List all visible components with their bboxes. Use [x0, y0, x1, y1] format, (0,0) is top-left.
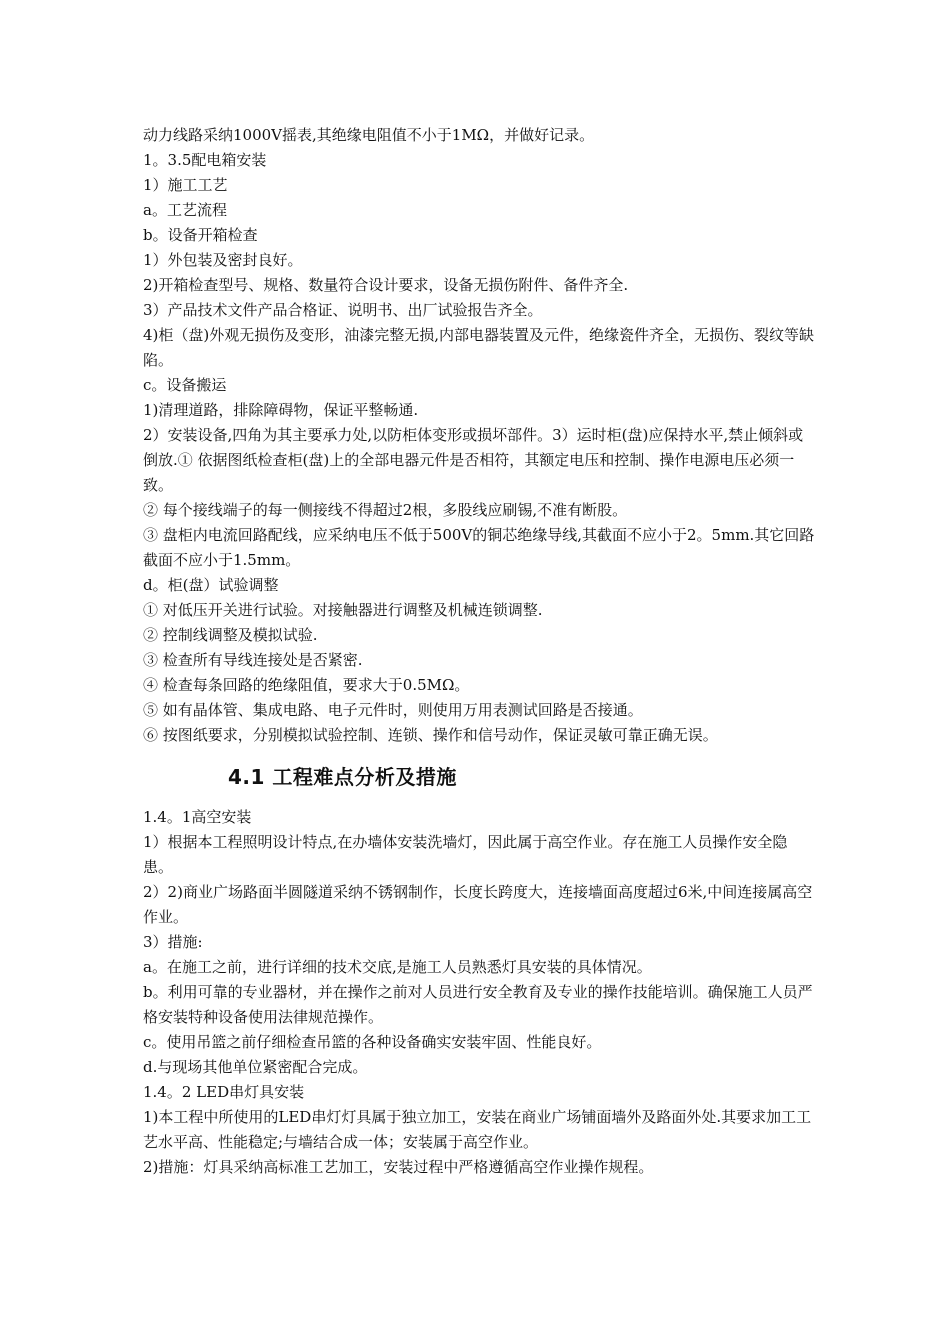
paragraph: a。在施工之前，进行详细的技术交底,是施工人员熟悉灯具安装的具体情况。 — [143, 958, 652, 976]
paragraph: 2)措施：灯具采纳高标准工艺加工，安装过程中严格遵循高空作业操作规程。 — [143, 1158, 654, 1176]
paragraph: 2)开箱检查型号、规格、数量符合设计要求，设备无损伤附件、备件齐全. — [143, 276, 629, 294]
paragraph: ② 控制线调整及模拟试验. — [143, 626, 318, 644]
paragraph: 1）根据本工程照明设计特点,在办墙体安装洗墙灯，因此属于高空作业。存在施工人员操作安全隐患。 — [143, 833, 788, 876]
paragraph: 1)本工程中所使用的LED串灯灯具属于独立加工，安装在商业广场铺面墙外及路面外处.其要求加工工艺水平高、性能稳定;与墙结合成一体；安装属于高空作业。 — [143, 1108, 812, 1151]
paragraph: d.与现场其他单位紧密配合完成。 — [143, 1058, 368, 1076]
document-body — [143, 123, 815, 1180]
paragraph: b。设备开箱检查 — [143, 226, 258, 244]
paragraph: d。柜(盘）试验调整 — [143, 576, 279, 594]
paragraph: a。工艺流程 — [143, 201, 227, 219]
paragraph: ③ 检查所有导线连接处是否紧密. — [143, 651, 363, 669]
paragraph: b。利用可靠的专业器材，并在操作之前对人员进行安全教育及专业的操作技能培训。确保施工人员严格安装特种设备使用法律规范操作。 — [143, 983, 813, 1026]
paragraph: 4)柜（盘)外观无损伤及变形，油漆完整无损,内部电器装置及元件，绝缘瓷件齐全，无损伤、裂纹等缺陷。 — [143, 326, 815, 369]
subsection-heading-1-4-1: 1.4。1高空安装 — [143, 808, 252, 826]
paragraph: 2）安装设备,四角为其主要承力处,以防柜体变形或损坏部件。3）运时柜(盘)应保持水平,禁止倾斜或倒放.① 依据图纸检查柜(盘)上的全部电器元件是否相符，其额定电压和控制、操作电源电压必须一致。 — [143, 426, 804, 494]
paragraph: ③ 盘柜内电流回路配线，应采纳电压不低于500V的铜芯绝缘导线,其截面不应小于2。5mm.其它回路截面不应小于1.5mm。 — [143, 526, 815, 569]
section-heading-1-3-5: 1。3.5配电箱安装 — [143, 151, 267, 169]
paragraph: ④ 检查每条回路的绝缘阻值，要求大于0.5MΩ。 — [143, 676, 470, 694]
subsection-heading-1-4-2: 1.4。2 LED串灯具安装 — [143, 1083, 305, 1101]
paragraph: ② 每个接线端子的每一侧接线不得超过2根，多股线应刷锡,不准有断股。 — [143, 501, 628, 519]
paragraph: 动力线路采纳1000V摇表,其绝缘电阻值不小于1MΩ，并做好记录。 — [143, 126, 595, 144]
paragraph: 1)清理道路，排除障碍物，保证平整畅通. — [143, 401, 419, 419]
paragraph: 1）施工工艺 — [143, 176, 228, 194]
paragraph: 2）2)商业广场路面半圆隧道采纳不锈钢制作，长度长跨度大，连接墙面高度超过6米,中间连接属高空作业。 — [143, 883, 813, 926]
paragraph: ⑤ 如有晶体管、集成电路、电子元件时，则使用万用表测试回路是否接通。 — [143, 701, 643, 719]
paragraph: 3）产品技术文件产品合格证、说明书、出厂试验报告齐全。 — [143, 301, 543, 319]
paragraph: ⑥ 按图纸要求，分别模拟试验控制、连锁、操作和信号动作，保证灵敏可靠正确无误。 — [143, 726, 718, 744]
section-heading-4-1: 4.1 工程难点分析及措施 — [228, 765, 457, 789]
paragraph: c。使用吊篮之前仔细检查吊篮的各种设备确实安装牢固、性能良好。 — [143, 1033, 602, 1051]
paragraph: 3）措施: — [143, 933, 203, 951]
paragraph: ① 对低压开关进行试验。对接触器进行调整及机械连锁调整. — [143, 601, 543, 619]
paragraph: c。设备搬运 — [143, 376, 227, 394]
paragraph: 1）外包装及密封良好。 — [143, 251, 303, 269]
